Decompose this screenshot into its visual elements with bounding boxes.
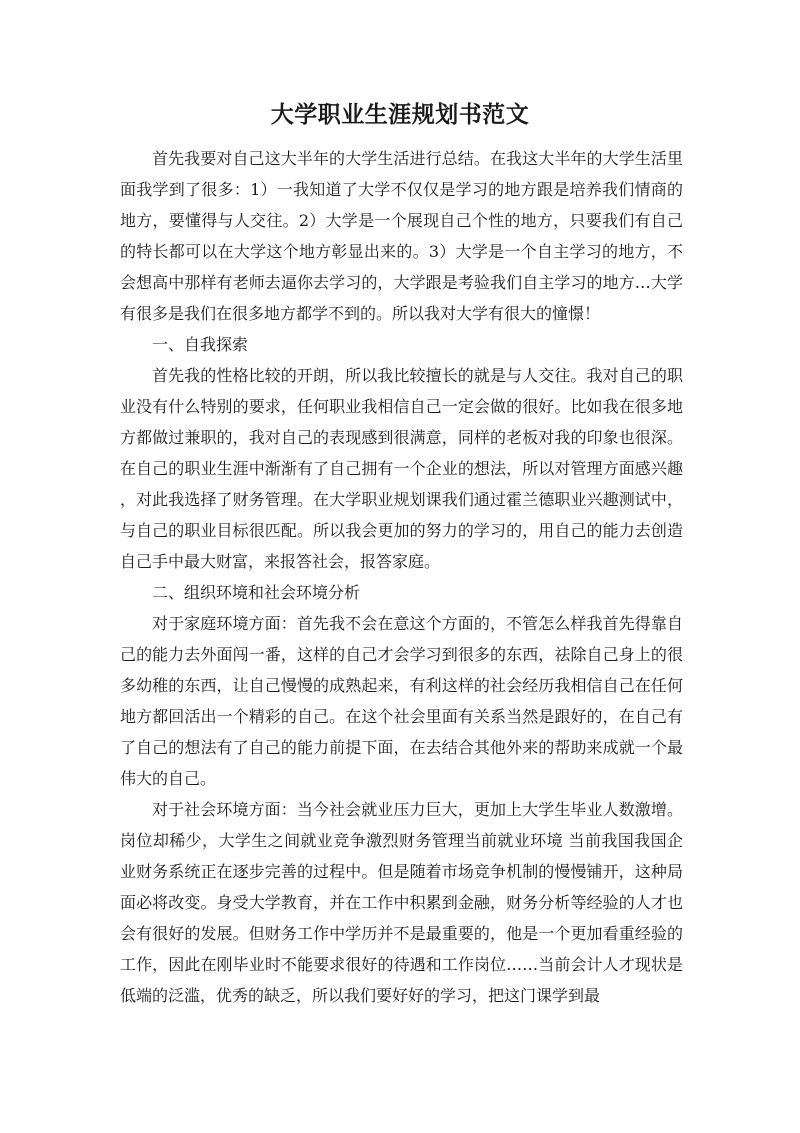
intro-paragraph: 首先我要对自己这大半年的大学生活进行总结。在我这大半年的大学生活里面我学到了很多：1）一我知道了大学不仅仅是学习的地方跟是培养我们情商的地方，要懂得与人交往。2）大学是一个展现自己个性的地方，只要我们有自己的特长都可以在大学这个地方彰显出来的。3）大学是一个自主学习的地方，不会想高中那样有老师去逼你去学习的，大学跟是考验我们自主学习的地方…大学有很多是我们在很多地方都学不到的。所以我对大学有很大的憧憬！ (120, 149, 683, 323)
family-environment-paragraph: 对于家庭环境方面：首先我不会在意这个方面的，不管怎么样我首先得靠自己的能力去外面闯一番，这样的自己才会学习到很多的东西，祛除自己身上的很多幼稚的东西，让自己慢慢的成熟起来，有利这样的社会经历我相信自己在任何地方都回活出一个精彩的自己。在这个社会里面有关系当然是跟好的，在自己有了自己的想法有了自己的能力前提下面，在去结合其他外来的帮助来成就一个最伟大的自己。 (120, 614, 683, 788)
document-body (120, 143, 683, 1011)
section-heading-self-exploration: 一、自我探索 (152, 335, 249, 354)
document-title: 大学职业生涯规划书范文 (270, 102, 530, 128)
section-heading-environment-analysis: 二、组织环境和社会环境分析 (152, 583, 361, 602)
social-environment-paragraph: 对于社会环境方面：当今社会就业压力巨大，更加上大学生毕业人数激增。岗位却稀少，大学生之间就业竞争激烈财务管理当前就业环境 当前我国我国企业财务系统正在逐步完善的过程中。但是随着市场竞争机制的慢慢铺开，这种局面必将改变。身受大学教育，并在工作中积累到金融，财务分析等经验的人才也会有很好的发展。但财务工作中学历并不是最重要的，他是一个更加看重经验的工作，因此在刚毕业时不能要求很好的待遇和工作岗位……当前会计人才现状是低端的泛滥，优秀的缺乏，所以我们要好好的学习，把这门课学到最 (120, 800, 683, 1005)
self-exploration-paragraph: 首先我的性格比较的开朗，所以我比较擅长的就是与人交往。我对自己的职业没有什么特别的要求，任何职业我相信自己一定会做的很好。比如我在很多地方都做过兼职的，我对自己的表现感到很满意，同样的老板对我的印象也很深。在自己的职业生涯中渐渐有了自己拥有一个企业的想法，所以对管理方面感兴趣，对此我选择了财务管理。在大学职业规划课我们通过霍兰德职业兴趣测试中，与自己的职业目标很匹配。所以我会更加的努力的学习的，用自己的能力去创造自己手中最大财富，来报答社会，报答家庭。 (120, 366, 683, 571)
